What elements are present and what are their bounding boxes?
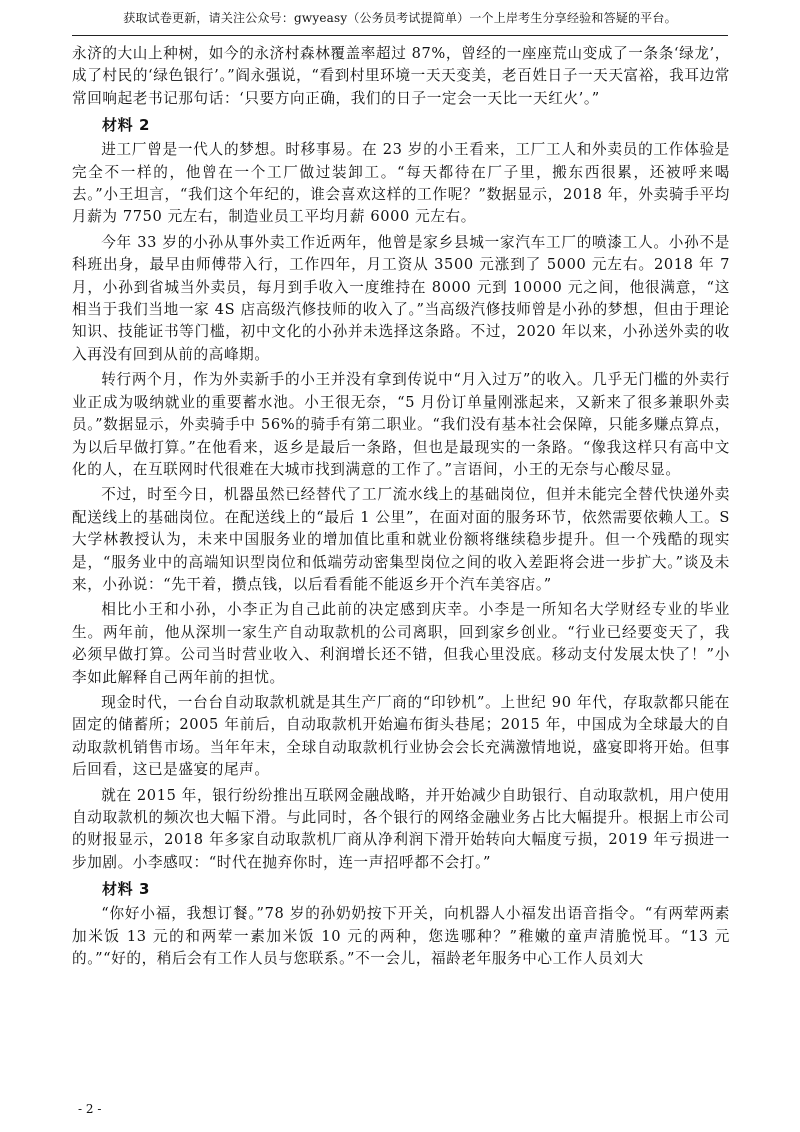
paragraph: 相比小王和小孙，小李正为自己此前的决定感到庆幸。小李是一所知名大学财经专业的毕业生。两年前，他从深圳一家生产自动取款机的公司离职，回到家乡创业。“行业已经要变天了，我必须早做打算。公司当时营业收入、利润增长还不错，但我心里没底。移动支付发展太快了！”小李如此解释自己两年前的担忧。 (72, 601, 730, 686)
paragraph: 转行两个月，作为外卖新手的小王并没有拿到传说中“月入过万”的收入。几乎无门槛的外卖行业正成为吸纳就业的重要蓄水池。小王很无奈，“5 月份订单量刚涨起来，又新来了很多兼职外卖员。”数据显示，外卖骑手中 56%的骑手有第二职业。“我们没有基本社会保障，只能多赚点算点，为以后早做打算。”在他看来，返乡是最后一条路，但也是最现实的一条路。“像我这样只有高中文化的人，在互联网时代很难在大城市找到满意的工作了。”言语间，小王的无奈与心酸尽显。 (72, 371, 730, 478)
paragraph: 现金时代，一台台自动取款机就是其生产厂商的“印钞机”。上世纪 90 年代，存取款都只能在固定的储蓄所；2005 年前后，自动取款机开始遍布街头巷尾；2015 年，中国成为全球最大的自动取款机销售市场。当年年末，全球自动取款机行业协会会长充满激情地说，盛宴即将开始。但事后回看，这已是盛宴的尾声。 (72, 693, 730, 779)
document-body (72, 43, 730, 973)
paragraph: 不过，时至今日，机器虽然已经替代了工厂流水线上的基础岗位，但并未能完全替代快递外卖配送线上的基础岗位。在配送线上的“最后 1 公里”，在面对面的服务环节，依然需要依赖人工。S 大学林教授认为，未来中国服务业的增加值比重和就业份额将继续稳步提升。但一个残酷的现实是，“服务业中的高端知识型岗位和低端劳动密集型岗位之间的收入差距将会进一步扩大。”谈及未来，小孙说：“先干着，攒点钱，以后看看能不能返乡开个汽车美容店。” (72, 486, 730, 593)
section-heading: 材料 3 (102, 880, 151, 899)
page-number: - 2 - (78, 1102, 102, 1116)
header-text: 获取试卷更新，请关注公众号：gwyeasy（公务员考试提简单）一个上岸考生分享经验和答疑的平台。 (123, 11, 677, 25)
paragraph: 就在 2015 年，银行纷纷推出互联网金融战略，并开始减少自助银行、自动取款机，用户使用自动取款机的频次也大幅下滑。与此同时，各个银行的网络金融业务占比大幅提升。根据上市公司的财报显示，2018 年多家自动取款机厂商从净利润下滑开始转向大幅度亏损，2019 年亏损进一步加剧。小李感叹：“时代在抛弃你时，连一声招呼都不会打。” (72, 786, 730, 871)
section-heading: 材料 2 (102, 116, 151, 135)
paragraph: “你好小福，我想订餐。”78 岁的孙奶奶按下开关，向机器人小福发出语音指令。“有两荤两素加米饭 13 元的和两荤一素加米饭 10 元的两种，您选哪种？”稚嫩的童声清脆悦耳。“13 元的。”“好的，稍后会有工作人员与您联系。”不一会儿，福龄老年服务中心工作人员刘大 (72, 905, 730, 968)
paragraph: 进工厂曾是一代人的梦想。时移事易。在 23 岁的小王看来，工厂工人和外卖员的工作体验是完全不一样的，他曾在一个工厂做过装卸工。“每天都待在厂子里，搬东西很累，还被呼来喝去。”小王坦言，“我们这个年纪的，谁会喜欢这样的工作呢？”数据显示，2018 年，外卖骑手平均月薪为 7750 元左右，制造业员工平均月薪 6000 元左右。 (72, 141, 730, 226)
paragraph: 永济的大山上种树，如今的永济村森林覆盖率超过 87%，曾经的一座座荒山变成了一条条‘绿龙’，成了村民的‘绿色银行’。”阎永强说，“看到村里环境一天天变美，老百姓日子一天天富裕，我耳边常常回响起老书记那句话：‘只要方向正确，我们的日子一定会一天比一天红火’。” (72, 45, 730, 107)
page-header (72, 10, 728, 26)
header-divider (72, 35, 728, 36)
paragraph: 今年 33 岁的小孙从事外卖工作近两年，他曾是家乡县城一家汽车工厂的喷漆工人。小孙不是科班出身，最早由师傅带入行，工作四年，月工资从 3500 元涨到了 5000 元左右。2018 年 7 月，小孙到省城当外卖员，每月到手收入一度维持在 8000 元到 10000 元之间，他很满意，“这相当于我们当地一家 4S 店高级汽修技师的收入了。”当高级汽修技师曾是小孙的梦想，但由于理论知识、技能证书等门槛，初中文化的小孙并未选择这条路。不过，2020 年以来，小孙送外卖的收入再没有回到从前的高峰期。 (72, 233, 730, 363)
